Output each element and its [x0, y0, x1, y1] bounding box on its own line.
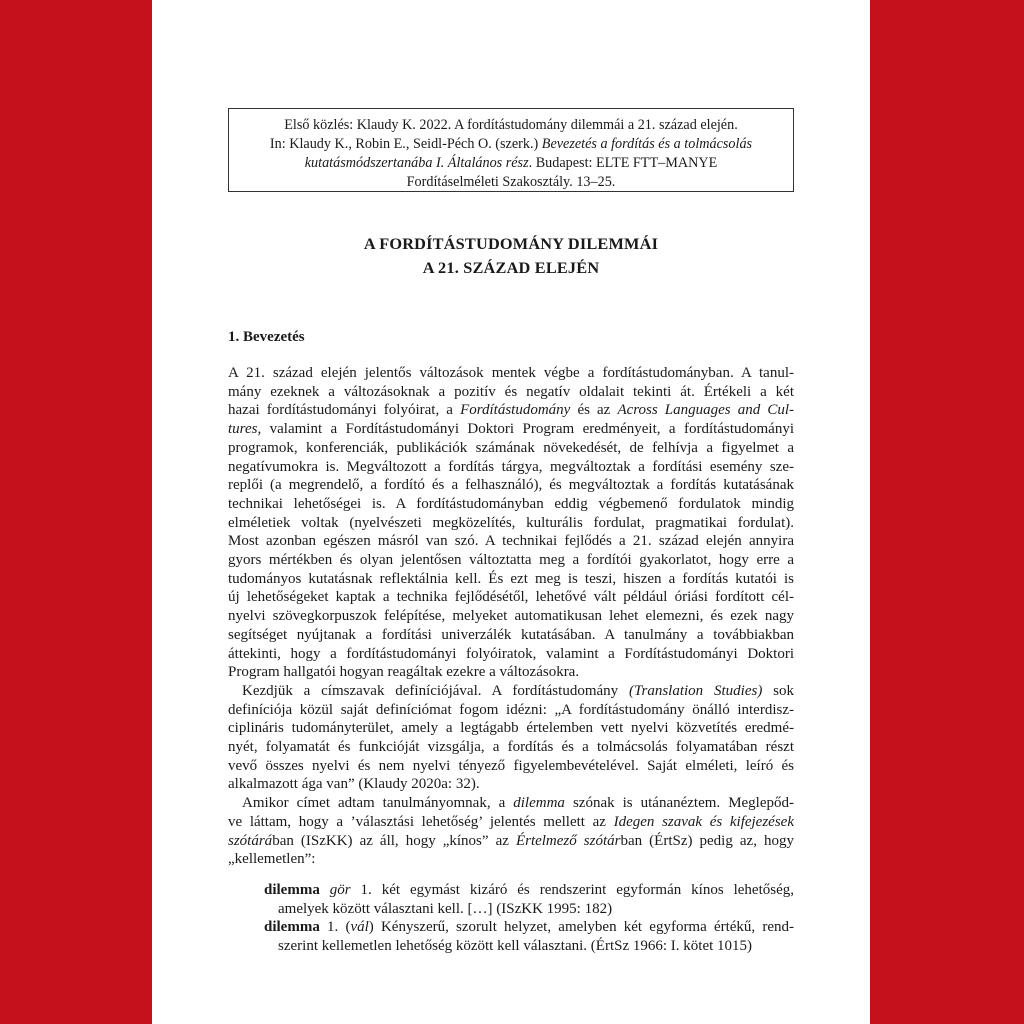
paragraph-line: elméletiek voltak (nyelvészeti megközelítés, kulturális fordulat, pragmatikai fordulat).	[228, 514, 794, 531]
title-line-2: A 21. SZÁZAD ELEJÉN	[422, 257, 600, 277]
definition-line: szerint kellemetlen lehetőség között kell választani. (ÉrtSz 1966: I. kötet 1015)	[278, 938, 753, 955]
notice-text: Fordításelméleti Szakosztály. 13–25.	[406, 174, 616, 190]
entry-headword: dilemma	[264, 882, 320, 898]
body-text	[228, 364, 794, 869]
notice-line	[229, 154, 793, 173]
paragraph-line: új lehetőségeket kaptak a technika fejlődésétől, lehetővé vált például óriási fordított cél-	[228, 589, 794, 606]
first-publication-notice	[228, 108, 794, 192]
paragraph-line: Amikor címet adtam tanulmányomnak, a dilemma szónak is utánanéztem. Meglepőd-	[242, 795, 794, 812]
paragraph-line: nyelvi szövegkorpuszok felépítése, melyeket automatikusan lehet elemezni, és ezek nagy	[228, 608, 794, 625]
paragraph-line: alkalmazott ága van” (Klaudy 2020a: 32).	[228, 776, 480, 793]
notice-book-title: kutatásmódszertanába I. Általános rész	[304, 155, 529, 171]
dictionary-definitions	[264, 881, 794, 956]
book-page	[152, 0, 870, 1024]
paragraph-line: gyors mértékben és olyan jelentősen változtatta meg a fordítói gyakorlatot, hogy erre a	[228, 552, 794, 569]
paragraph-line: technikai lehetőségei is. A fordítástudományban eddig végbemenő fordulatok mindig	[228, 495, 794, 512]
paragraph-line: hazai fordítástudományi folyóirat, a Fordítástudomány és az Across Languages and Cul-	[228, 402, 794, 419]
paragraph-line: tures, valamint a Fordítástudományi Doktori Program eredményeit, a fordítástudományi	[228, 421, 794, 438]
notice-line	[229, 116, 793, 135]
definition-line: dilemma gör 1. két egymást kizáró és rendszerint egyformán kínos lehetőség,	[264, 882, 794, 898]
notice-line	[229, 173, 793, 192]
section-heading: 1. Bevezetés	[228, 329, 305, 345]
paragraph-line: ve láttam, hogy a ’választási lehetőség’ jelentés mellett az Idegen szavak és kifejezések	[228, 813, 794, 830]
paragraph-line: replői (a megrendelő, a fordító és a felhasználó), és megváltoztak a fordítás kutatásának	[228, 477, 794, 494]
definition-line: dilemma 1. (vál) Kényszerű, szorult helyzet, amelyben két egyforma értékű, rend-	[264, 919, 794, 936]
notice-text: Első közlés: Klaudy K. 2022. A fordítástudomány dilemmái a 21. század elején.	[284, 117, 738, 133]
paragraph-line: nyét, folyamatát és funkcióját vizsgálja, a fordítás és a tolmácsolás folyamatában részt	[228, 739, 794, 756]
notice-text: . Budapest: ELTE FTT–MANYE	[528, 155, 718, 171]
article-title	[152, 232, 870, 279]
notice-text: In: Klaudy K., Robin E., Seidl-Péch O. (szerk.)	[269, 136, 542, 152]
notice-book-title: Bevezetés a fordítás és a tolmácsolás	[541, 136, 753, 152]
paragraph-line: „kellemetlen”:	[228, 851, 316, 868]
paragraph-line: áttekinti, hogy a fordítástudományi folyóiratok, valamint a Fordítástudományi Doktori	[228, 645, 794, 662]
paragraph-line: definíciója közül saját definíciómat fogom idézni: „A fordítástudomány önálló interdisz-	[228, 701, 794, 718]
definition-line: amelyek között választani kell. […] (ISzKK 1995: 182)	[278, 900, 613, 917]
paragraph-line: Most azonban egészen másról van szó. A technikai fejlődés a 21. század elején annyira	[228, 533, 794, 550]
paragraph-line: ciplináris tudományterület, amely a legtágabb értelemben vett nyelvi közvetítés eredmé-	[228, 720, 794, 737]
paragraph-line: szótárában (ISzKK) az áll, hogy „kínos” az Értelmező szótárban (ÉrtSz) pedig az, hogy	[228, 832, 794, 849]
paragraph-line: vevő összes nyelvi és nem nyelvi tényező figyelembevételével. Saját elméleti, leíró és	[228, 757, 794, 774]
paragraph-line: mány ezeknek a változásoknak a pozitív és negatív oldalait tekinti át. Értékeli a két	[228, 383, 794, 400]
paragraph-line: negatívumokra is. Megváltozott a fordítás tárgya, megváltoztak a fordítási esemény sze-	[228, 458, 794, 475]
entry-headword: dilemma	[264, 919, 320, 936]
paragraph-line: Kezdjük a címszavak definíciójával. A fordítástudomány (Translation Studies) sok	[242, 682, 794, 699]
paragraph-line: tudományos kutatásnak reflektálnia kell. És ezt meg is teszi, hiszen a fordítás kutatói is	[228, 570, 794, 587]
title-line-1: A FORDÍTÁSTUDOMÁNY DILEMMÁI	[363, 234, 659, 253]
paragraph-line: programok, konferenciák, publikációk számának növekedését, de felhívja a figyelmet a	[228, 439, 794, 456]
paragraph-line: segítséget nyújtanak a fordítási univerzálék kutatásában. A tanulmány a továbbiakban	[228, 626, 794, 643]
paragraph-line: Program hallgatói hogyan reagáltak ezekre a változásokra.	[228, 664, 580, 681]
notice-line	[229, 135, 793, 154]
paragraph-line: A 21. század elején jelentős változások mentek végbe a fordítástudományban. A tanul-	[228, 365, 794, 381]
